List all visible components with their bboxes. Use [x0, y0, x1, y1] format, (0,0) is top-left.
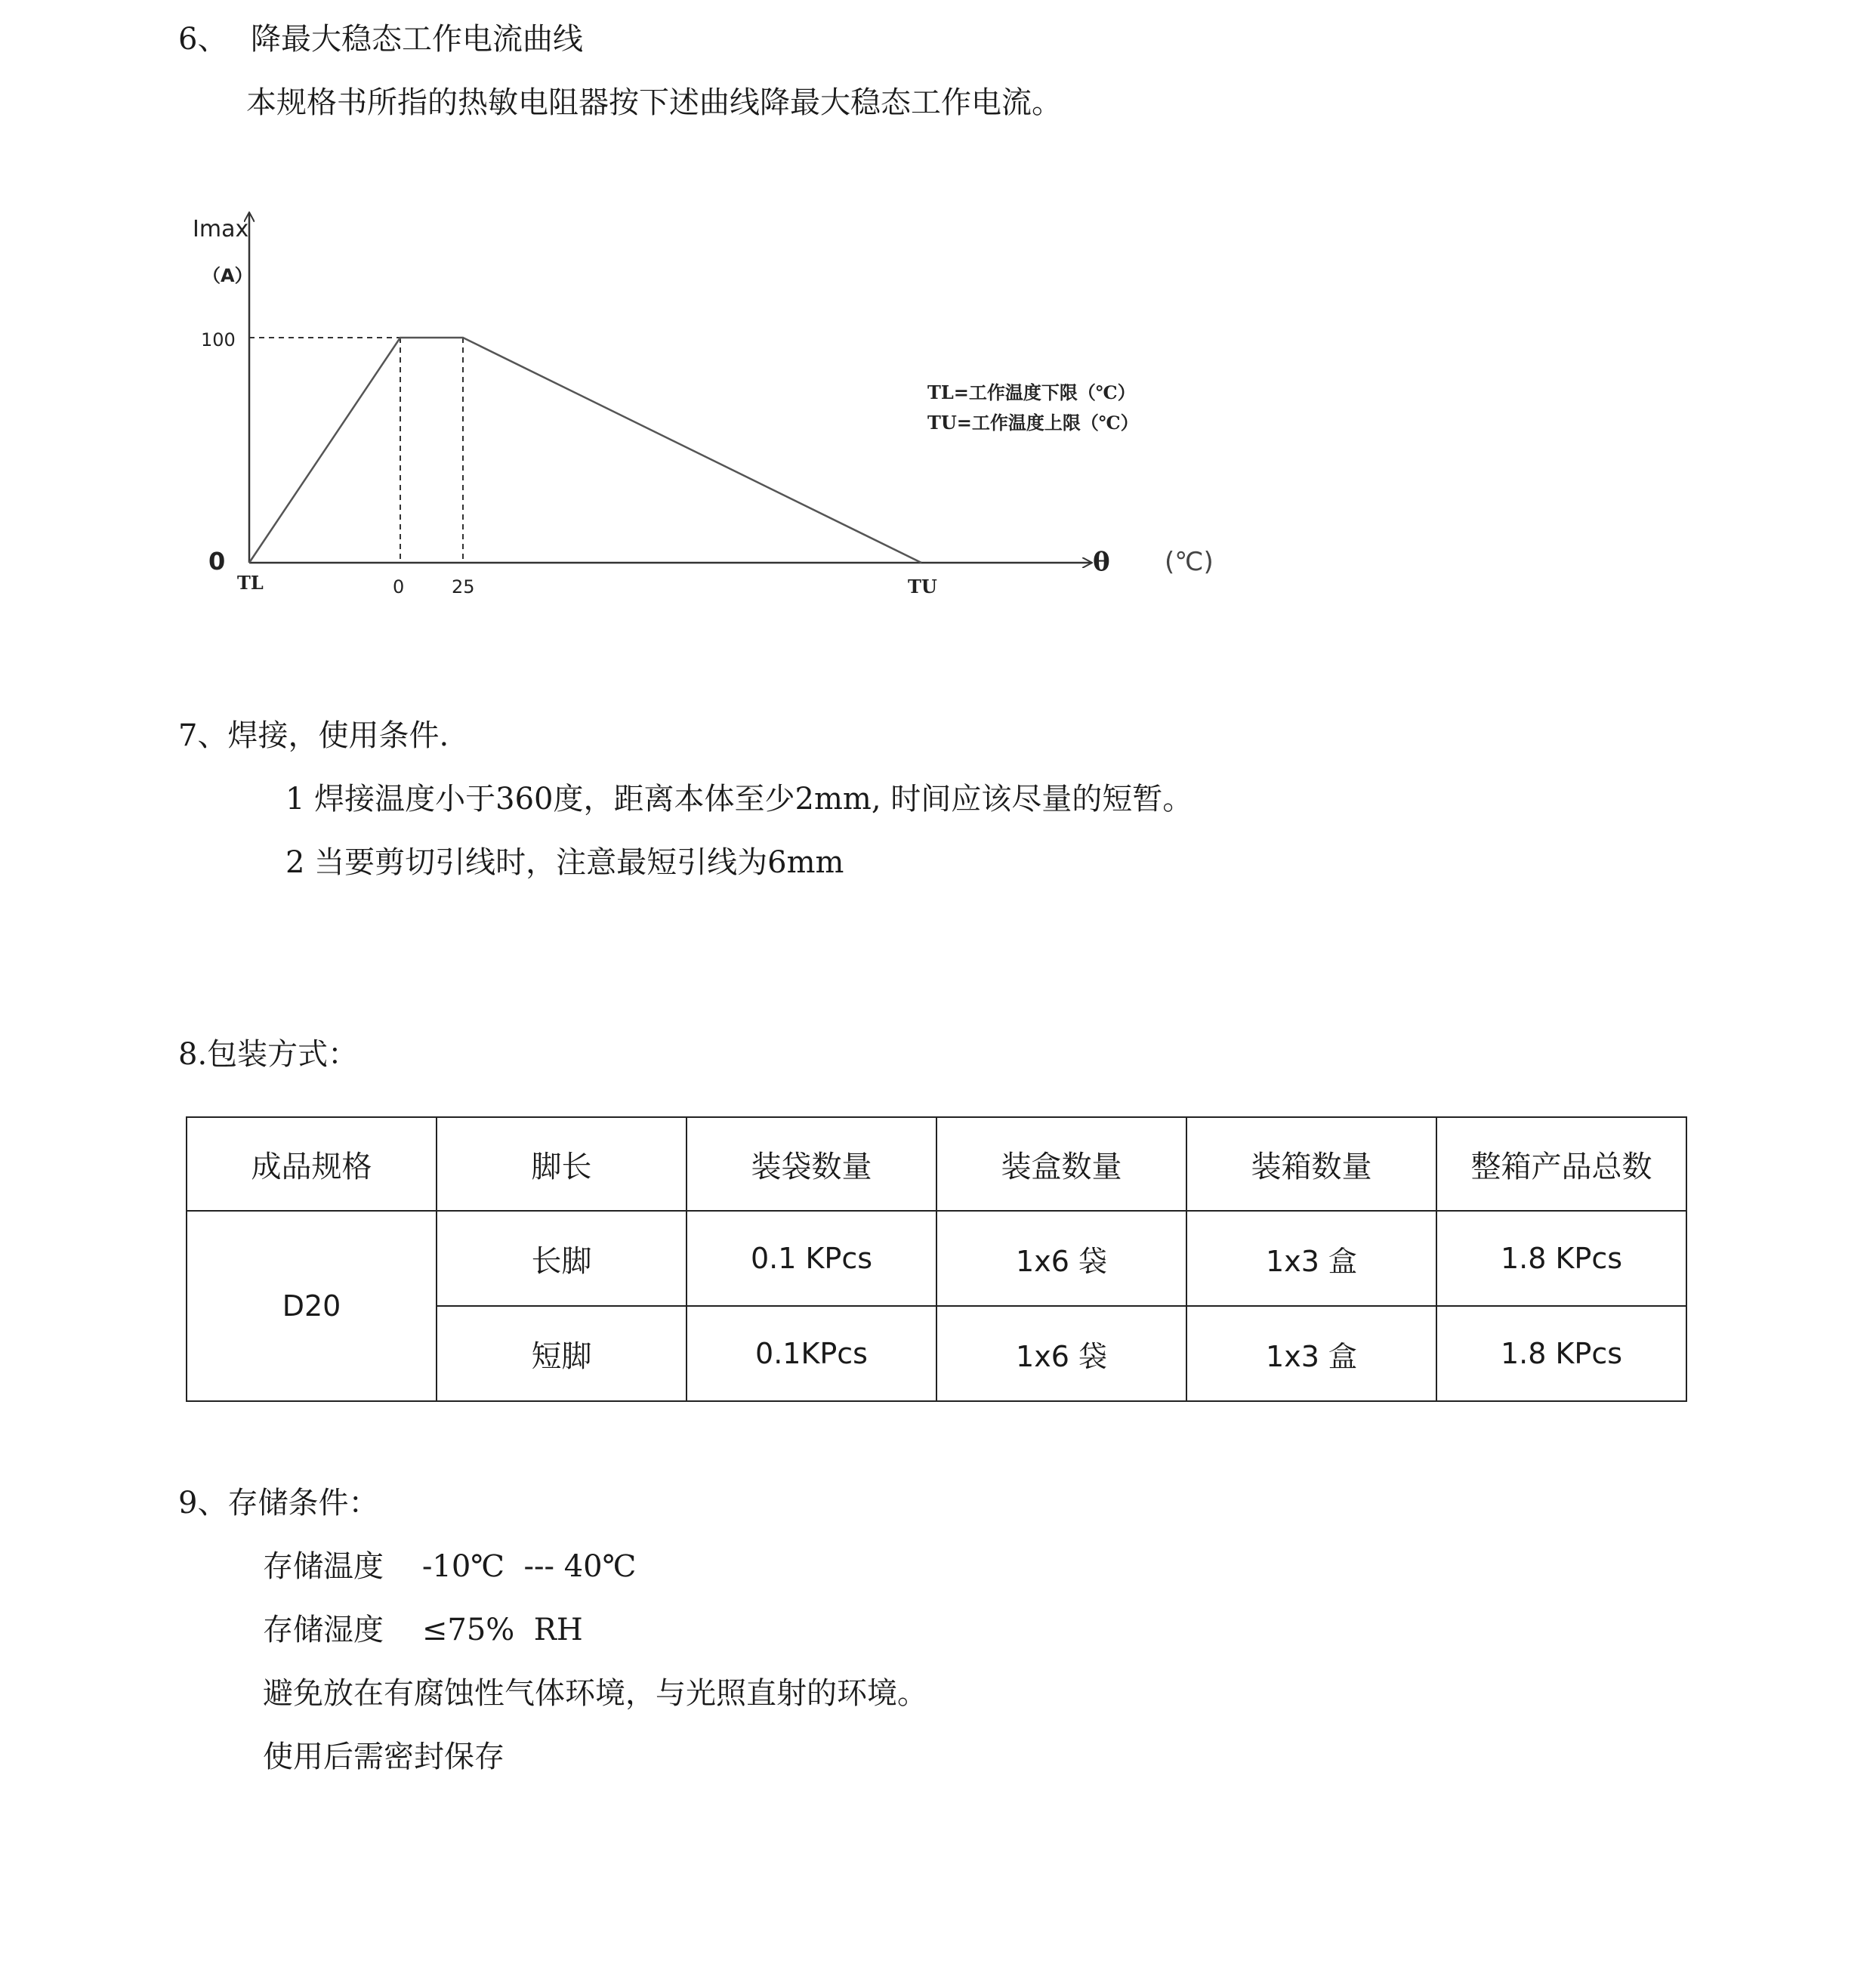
- table-cell: 0.1KPcs: [687, 1306, 936, 1401]
- y-axis-label: Imax: [193, 216, 249, 242]
- header-cell: 装袋数量: [687, 1117, 936, 1211]
- section-7-item-1: 1 焊接温度小于360度，距离本体至少2mm, 时间应该尽量的短暂。: [285, 782, 1193, 817]
- header-cell: 整箱产品总数: [1436, 1117, 1686, 1211]
- y-axis-unit: （A）: [202, 265, 253, 286]
- derating-chart: [181, 181, 1254, 619]
- table-cell: 1x6 袋: [936, 1306, 1186, 1401]
- x-tick-tl: TL: [237, 572, 264, 594]
- section-9-heading: 9、存储条件：: [178, 1486, 379, 1520]
- table-cell: 1.8 KPcs: [1436, 1306, 1686, 1401]
- storage-seal-note: 使用后需密封保存: [263, 1740, 504, 1774]
- section-6-description: 本规格书所指的热敏电阻器按下述曲线降最大稳态工作电流。: [246, 85, 1062, 120]
- storage-humidity: 存储湿度 ≤75% RH: [263, 1613, 583, 1647]
- storage-avoid-note: 避免放在有腐蚀性气体环境，与光照直射的环境。: [263, 1676, 927, 1711]
- header-cell: 脚长: [437, 1117, 687, 1211]
- y-tick-0: 0: [208, 547, 226, 576]
- storage-temperature: 存储温度 -10℃ --- 40℃: [263, 1549, 637, 1584]
- table-cell: 1x3 盒: [1186, 1211, 1436, 1306]
- table-cell: 0.1 KPcs: [687, 1211, 936, 1306]
- table-cell: 长脚: [437, 1211, 687, 1306]
- packaging-table: [186, 1116, 1687, 1402]
- x-tick-25: 25: [452, 576, 475, 597]
- header-cell: 成品规格: [187, 1117, 437, 1211]
- x-tick-0: 0: [393, 576, 405, 597]
- table-cell: 1x3 盒: [1186, 1306, 1436, 1401]
- header-cell: 装盒数量: [936, 1117, 1186, 1211]
- table-cell: 1x6 袋: [936, 1211, 1186, 1306]
- section-6-title: 降最大稳态工作电流曲线: [251, 22, 583, 57]
- section-8-heading: 8.包装方式：: [178, 1037, 359, 1072]
- table-cell: 1.8 KPcs: [1436, 1211, 1686, 1306]
- y-tick-100: 100: [201, 329, 236, 350]
- x-axis-label: θ: [1093, 547, 1110, 577]
- section-6-number: 6、: [178, 22, 228, 57]
- spec-cell: D20: [187, 1211, 437, 1401]
- section-7-heading: 7、焊接，使用条件.: [178, 718, 449, 753]
- table-header-row: [187, 1117, 1686, 1211]
- table-cell: 短脚: [437, 1306, 687, 1401]
- legend-entry-tu: TU=工作温度上限（℃）: [927, 412, 1139, 434]
- x-tick-tu: TU: [908, 576, 937, 597]
- x-axis-unit: (℃): [1165, 547, 1214, 577]
- table-row: [187, 1211, 1686, 1306]
- header-cell: 装箱数量: [1186, 1117, 1436, 1211]
- legend-entry-tl: TL=工作温度下限（℃）: [927, 381, 1136, 403]
- derating-curve: [249, 338, 921, 563]
- section-7-item-2: 2 当要剪切引线时，注意最短引线为6mm: [285, 845, 844, 880]
